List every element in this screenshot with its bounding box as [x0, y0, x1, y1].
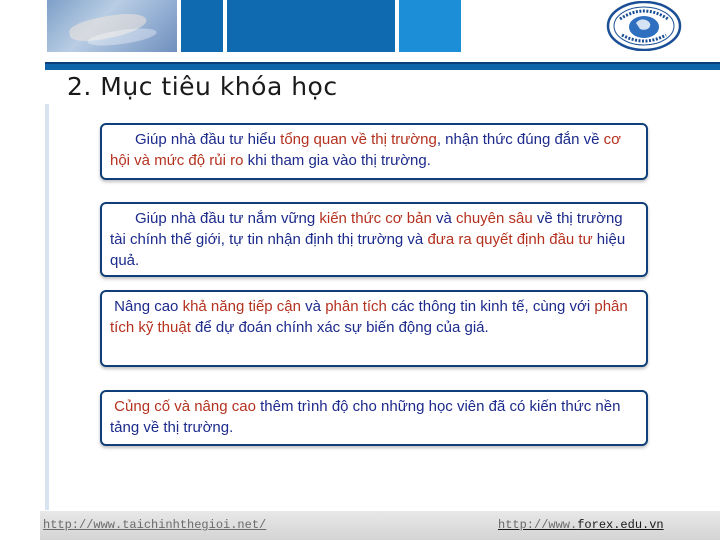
objective-box-4 — [100, 390, 648, 446]
banner-block-3 — [399, 0, 461, 52]
objective-box-1 — [100, 123, 648, 180]
objective-box-2-indent — [110, 210, 135, 227]
footer-link-forex[interactable] — [498, 518, 664, 532]
objective-4-highlight-a: Củng cố và nâng cao — [114, 398, 256, 415]
footer-link-forex-domain: forex.edu.vn — [577, 518, 664, 532]
objective-box-2 — [100, 202, 648, 277]
footer-link-taichinhthegioi[interactable]: http://www.taichinhthegioi.net/ — [43, 518, 267, 532]
objective-1-text-a: Giúp nhà đầu tư hiểu — [135, 131, 281, 148]
objective-1-text-b: , nhận thức đúng đắn về — [436, 131, 604, 148]
objective-2-text-d: hiệu quả. — [110, 231, 626, 269]
footer-bar — [40, 511, 720, 540]
objective-3-text-c: các thông tin kinh tế, cùng với — [386, 298, 595, 315]
objective-3-text-a: Nâng cao — [114, 298, 183, 315]
page-title: 2. Mục tiêu khóa học — [67, 72, 338, 101]
objective-3-text-b: và — [301, 298, 326, 315]
top-banner — [0, 0, 720, 54]
forex-globe-logo — [606, 1, 682, 51]
objective-3-text-d: để dự đoán chính xác sự biến động của giá. — [190, 319, 489, 336]
footer-link-forex-prefix: http://www. — [498, 518, 578, 532]
banner-photo — [47, 0, 177, 52]
objective-2-highlight-c: đưa ra quyết định đầu tư — [427, 231, 593, 248]
objective-3-highlight-a: khả năng tiếp cận — [182, 298, 301, 315]
objective-1-highlight-b: cơ hội và mức độ rủi ro — [110, 131, 622, 169]
objective-box-1-indent — [110, 131, 135, 148]
banner-block-1 — [181, 0, 223, 52]
objective-2-highlight-b: chuyên sâu — [456, 210, 533, 227]
objective-box-3 — [100, 290, 648, 367]
objective-3-highlight-c: phân tích kỹ thuật — [110, 298, 628, 336]
objective-1-highlight-a: tổng quan về thị trường — [280, 131, 437, 148]
objective-4-text-a: thêm trình độ cho những học viên đã có kiến thức nền tảng về thị trường. — [110, 398, 621, 436]
objective-2-highlight-a: kiến thức cơ bản — [319, 210, 432, 227]
banner-block-2 — [227, 0, 395, 52]
objective-2-text-c: về thị trường tài chính thế giới, tự tin nhận định thị trường và — [110, 210, 623, 248]
objective-2-text-a: Giúp nhà đầu tư nắm vững — [135, 210, 320, 227]
objective-2-text-b: và — [431, 210, 456, 227]
left-accent-bar — [45, 104, 49, 510]
objective-3-highlight-b: phân tích — [325, 298, 387, 315]
objective-1-text-c: khi tham gia vào thị trường. — [243, 152, 431, 169]
title-bar — [45, 62, 720, 106]
